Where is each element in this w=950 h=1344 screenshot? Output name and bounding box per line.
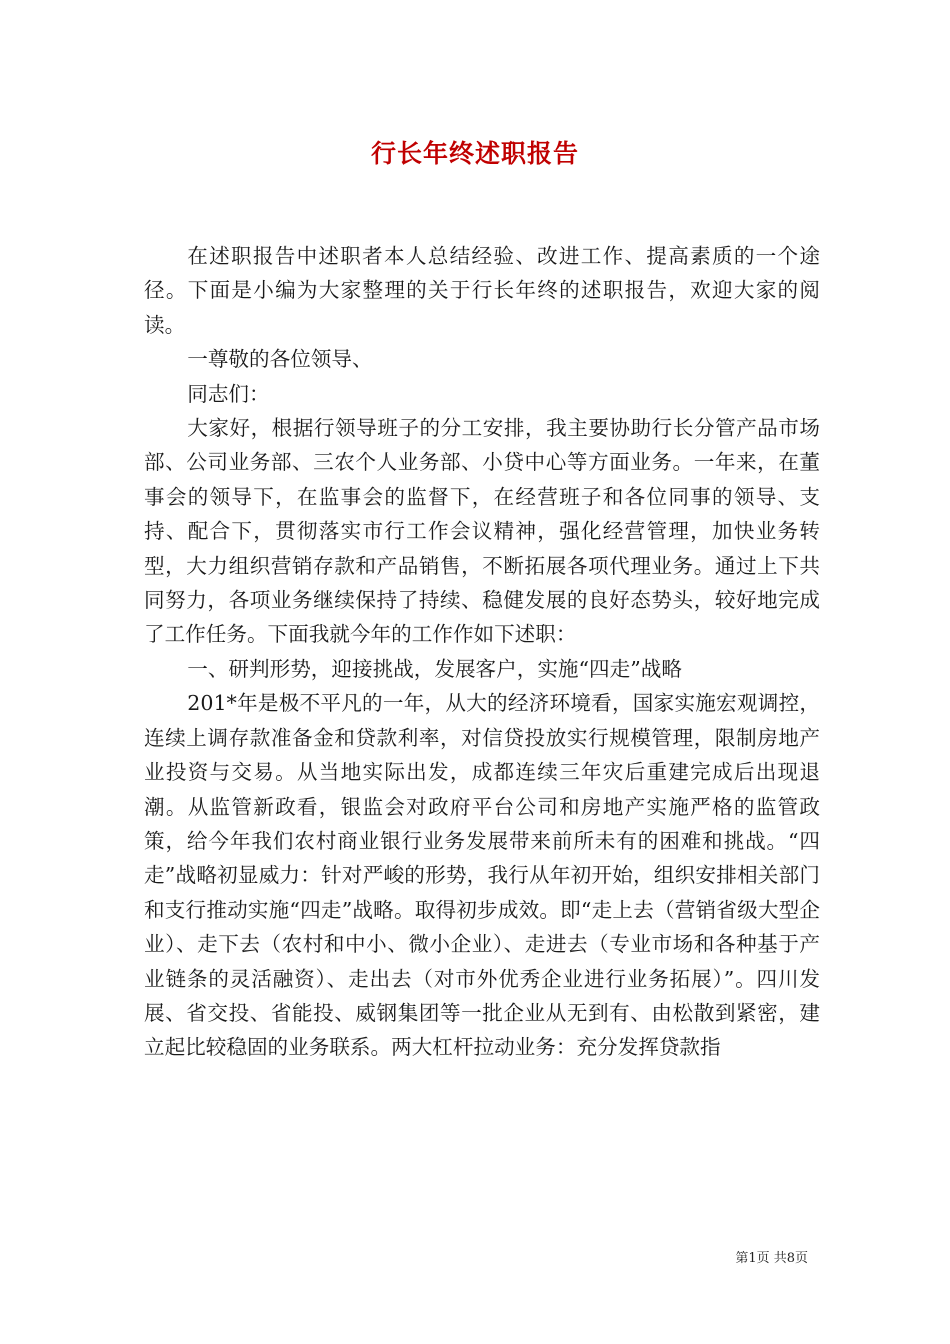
section-heading-1: 一、研判形势，迎接挑战，发展客户，实施“四走”战略 — [187, 656, 682, 681]
paragraph-overview: 大家好，根据行领导班子的分工安排，我主要协助行长分管产品市场部、公司业务部、三农个人业务部、小贷中心等方面业务。一年来，在董事会的领导下，在监事会的监督下，在经营班子和各位同事的领导、支持、配合下，贯彻落实市行工作会议精神，强化经营管理，加快业务转型，大力组织营销存款和产品销售，不断拓展各项代理业务。通过上下共同努力，各项业务继续保持了持续、稳健发展的良好态势头，较好地完成了工作任务。下面我就今年的工作作如下述职： — [144, 416, 820, 647]
paragraph-intro: 在述职报告中述职者本人总结经验、改进工作、提高素质的一个途径。下面是小编为大家整理的关于行长年终的述职报告，欢迎大家的阅读。 — [144, 244, 820, 337]
document-title: 行长年终述职报告 — [370, 139, 579, 168]
paragraph-salutation: 一尊敬的各位领导、 — [187, 347, 373, 372]
paragraph-comrades: 同志们： — [187, 381, 270, 406]
document-body — [144, 239, 820, 1065]
paragraph-section-1: 201*年是极不平凡的一年，从大的经济环境看，国家实施宏观调控，连续上调存款准备金和贷款利率，对信贷投放实行规模管理，限制房地产业投资与交易。从当地实际出发，成都连续三年灾后重建完成后出现退潮。从监管新政看，银监会对政府平台公司和房地产实施严格的监管政策，给今年我们农村商业银行业务发展带来前所未有的困难和挑战。“四走”战略初显威力：针对严峻的形势，我行从年初开始，组织安排相关部门和支行推动实施“四走”战略。取得初步成效。即“走上去（营销省级大型企业）、走下去（农村和中小、微小企业）、走进去（专业市场和各种基于产业链条的灵活融资）、走出去（对市外优秀企业进行业务拓展）”。四川发展、省交投、省能投、威钢集团等一批企业从无到有、由松散到紧密，建立起比较稳固的业务联系。两大杠杆拉动业务：充分发挥贷款指 — [144, 691, 820, 1060]
page-number: 第1页 共8页 — [735, 1251, 808, 1266]
